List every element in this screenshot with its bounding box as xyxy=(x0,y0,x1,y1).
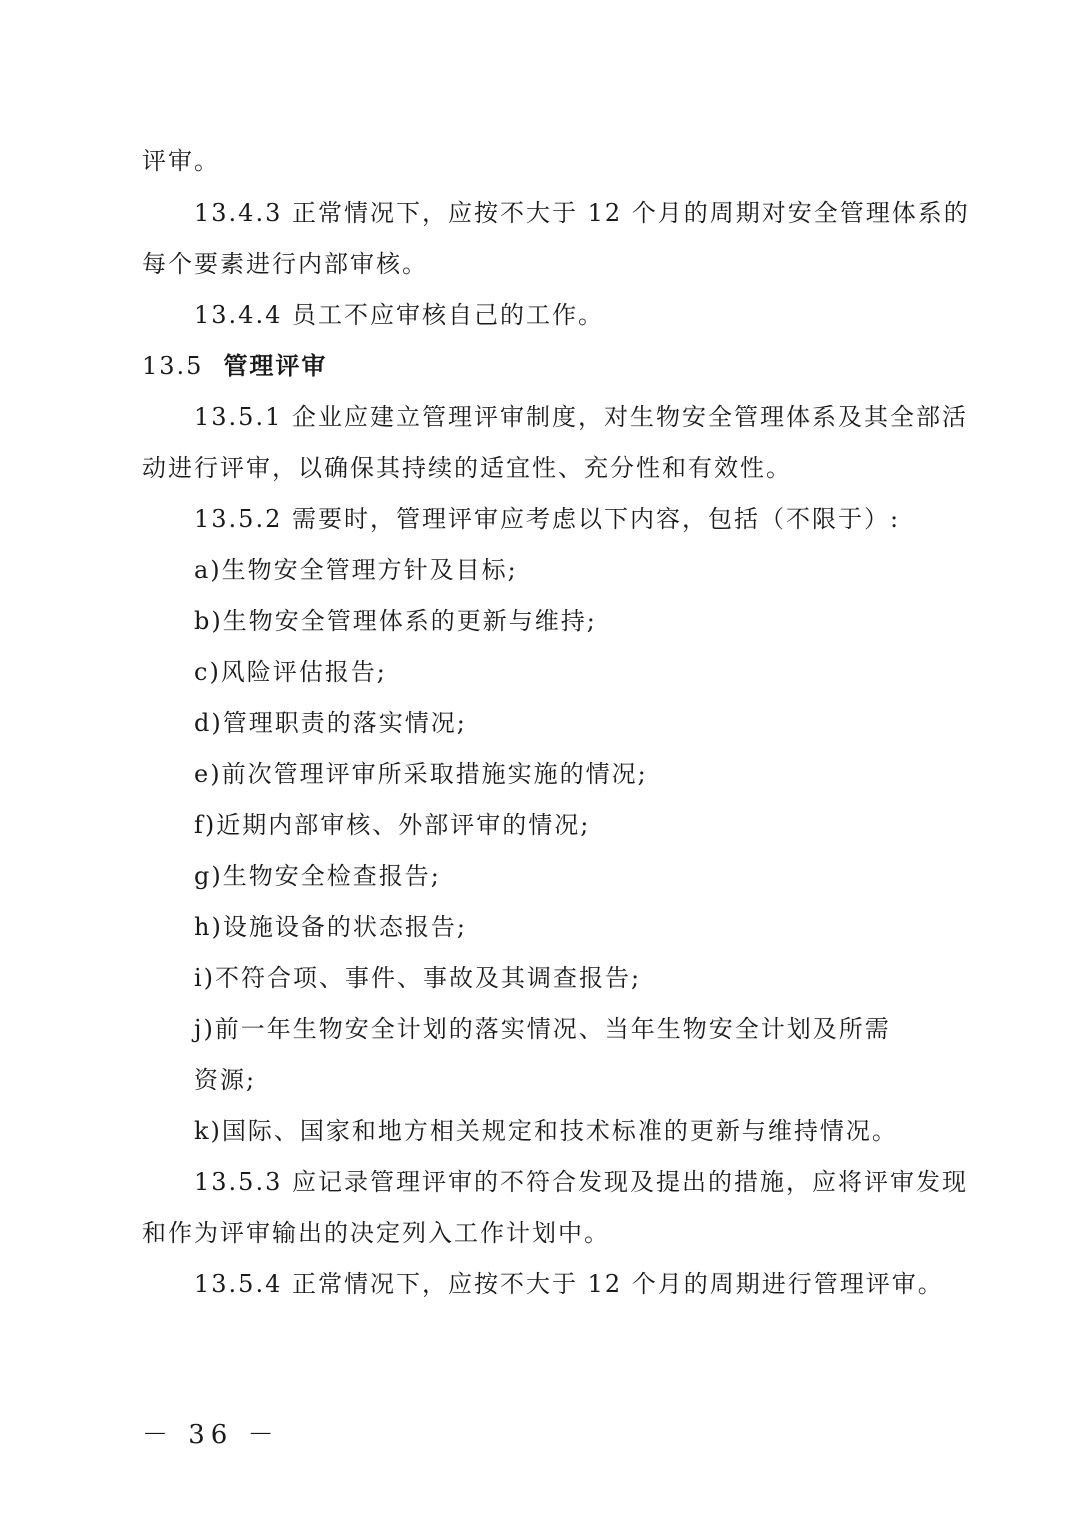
list-item-h: h)设施设备的状态报告; xyxy=(194,913,467,941)
list-item-i: i)不符合项、事件、事故及其调查报告; xyxy=(194,964,642,992)
clause-13-4-3: 13.4.3 正常情况下，应按不大于 12 个月的周期对安全管理体系的 xyxy=(194,199,970,227)
list-item-j-continued: 资源; xyxy=(194,1066,257,1094)
list-item-b: b)生物安全管理体系的更新与维持; xyxy=(194,607,597,635)
text-line: 每个要素进行内部审核。 xyxy=(142,250,428,278)
list-item-j: j)前一年生物安全计划的落实情况、当年生物安全计划及所需 xyxy=(194,1015,891,1043)
clause-13-5-2: 13.5.2 需要时，管理评审应考虑以下内容，包括（不限于）: xyxy=(194,505,901,533)
section-title: 管理评审 xyxy=(223,352,328,380)
section-heading xyxy=(142,351,327,381)
clause-13-5-4: 13.5.4 正常情况下，应按不大于 12 个月的周期进行管理评审。 xyxy=(194,1270,944,1298)
page-number: － 36 － xyxy=(142,1420,280,1450)
clause-13-5-1: 13.5.1 企业应建立管理评审制度，对生物安全管理体系及其全部活 xyxy=(194,403,968,431)
list-item-g: g)生物安全检查报告; xyxy=(194,862,441,890)
text-line: 和作为评审输出的决定列入工作计划中。 xyxy=(142,1219,610,1247)
list-item-f: f)近期内部审核、外部评审的情况; xyxy=(194,811,591,839)
clause-13-5-3: 13.5.3 应记录管理评审的不符合发现及提出的措施，应将评审发现 xyxy=(194,1168,968,1196)
list-item-k: k)国际、国家和地方相关规定和技术标准的更新与维持情况。 xyxy=(194,1117,898,1145)
list-item-a: a)生物安全管理方针及目标; xyxy=(194,556,518,584)
clause-13-4-4: 13.4.4 员工不应审核自己的工作。 xyxy=(194,301,604,329)
text-line: 动进行评审，以确保其持续的适宜性、充分性和有效性。 xyxy=(142,454,792,482)
section-number: 13.5 xyxy=(142,352,204,380)
list-item-d: d)管理职责的落实情况; xyxy=(194,709,467,737)
list-item-e: e)前次管理评审所采取措施实施的情况; xyxy=(194,760,648,788)
list-item-c: c)风险评估报告; xyxy=(194,658,387,686)
text-line: 评审。 xyxy=(142,147,220,175)
